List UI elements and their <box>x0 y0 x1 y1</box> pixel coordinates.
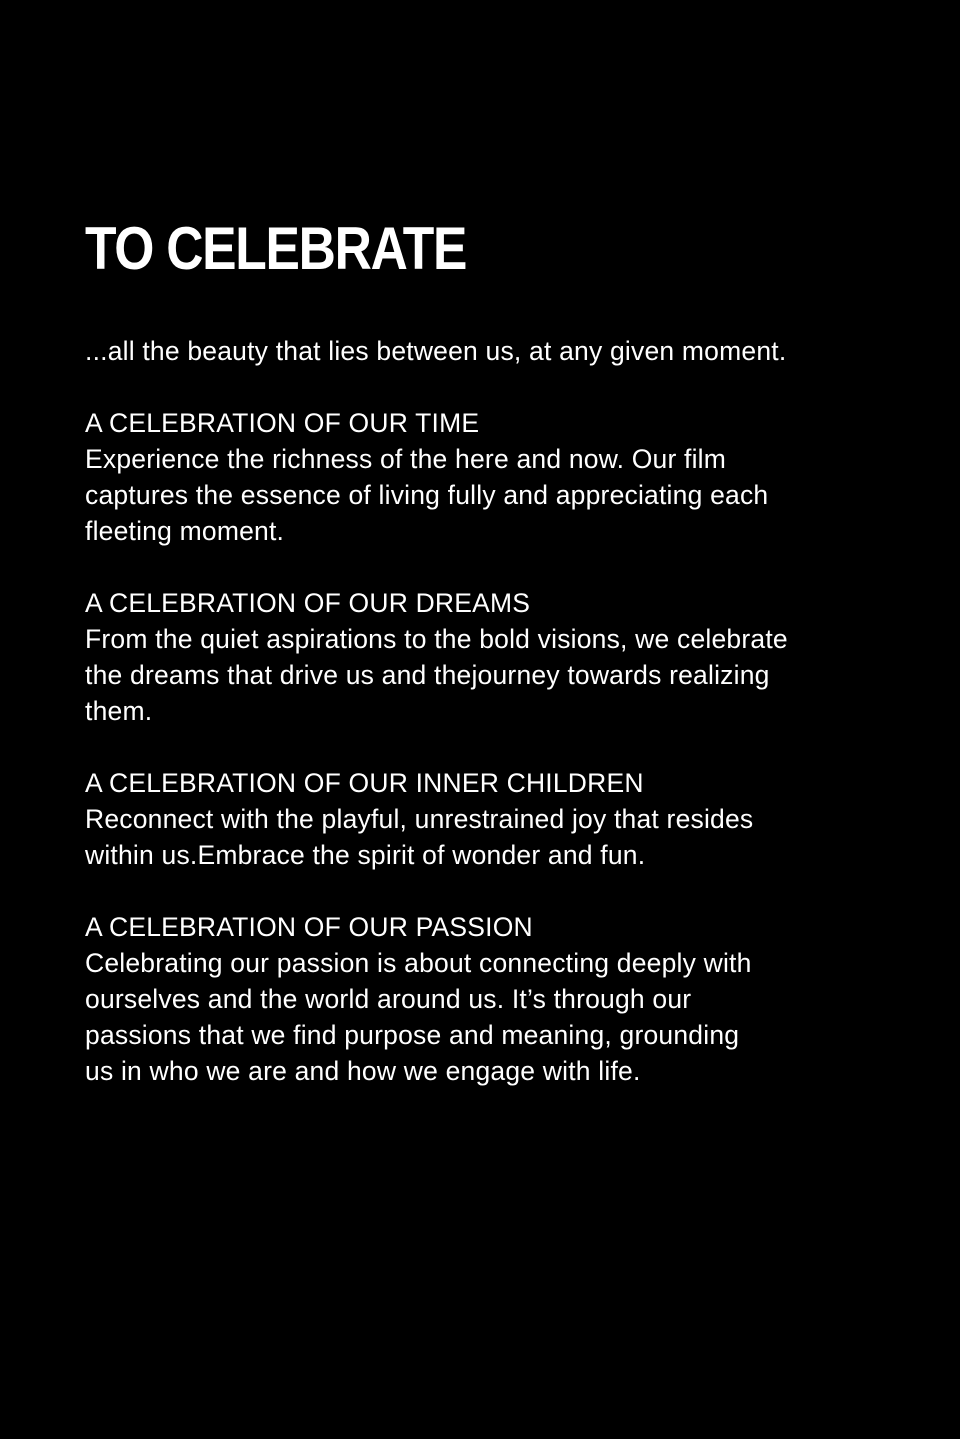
section-body-line: From the quiet aspirations to the bold visions, we celebrate <box>85 624 788 654</box>
section-body-line: fleeting moment. <box>85 516 285 546</box>
section-body-line: Experience the richness of the here and now. Our film <box>85 444 727 474</box>
section-body-line: within us.Embrace the spirit of wonder and fun. <box>85 840 646 870</box>
section-body-line: them. <box>85 696 153 726</box>
intro-text: ...all the beauty that lies between us, at any given moment. <box>85 336 787 366</box>
section-passion <box>85 909 905 1089</box>
section-dreams <box>85 585 905 729</box>
section-body-line: passions that we find purpose and meaning, grounding <box>85 1020 740 1050</box>
section-time <box>85 405 905 549</box>
headline: TO CELEBRATE <box>85 215 467 282</box>
section-body-line: us in who we are and how we engage with life. <box>85 1056 641 1086</box>
section-body-line: Celebrating our passion is about connecting deeply with <box>85 948 752 978</box>
section-title: A CELEBRATION OF OUR PASSION <box>85 912 533 942</box>
section-title: A CELEBRATION OF OUR INNER CHILDREN <box>85 768 644 798</box>
section-body-line: the dreams that drive us and thejourney towards realizing <box>85 660 770 690</box>
section-title: A CELEBRATION OF OUR DREAMS <box>85 588 531 618</box>
section-title: A CELEBRATION OF OUR TIME <box>85 408 480 438</box>
section-inner-children <box>85 765 905 873</box>
section-body-line: Reconnect with the playful, unrestrained joy that resides <box>85 804 754 834</box>
section-body-line: ourselves and the world around us. It’s through our <box>85 984 692 1014</box>
section-body-line: captures the essence of living fully and appreciating each <box>85 480 769 510</box>
text-block <box>85 213 905 1089</box>
